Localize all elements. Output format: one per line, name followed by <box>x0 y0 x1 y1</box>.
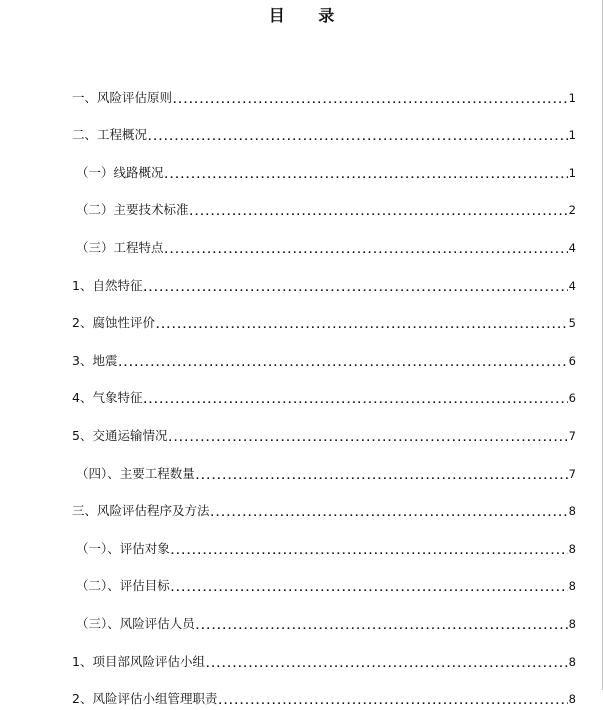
toc-entry[interactable] <box>72 259 576 297</box>
toc-entry[interactable] <box>72 485 576 523</box>
toc-page-number: 4 <box>568 237 576 259</box>
toc-dot-leader <box>211 500 568 522</box>
toc-entry-label: 1、项目部风险评估小组 <box>72 651 206 673</box>
toc-dot-leader <box>218 688 567 710</box>
toc-entry[interactable] <box>72 221 576 259</box>
toc-dot-leader <box>171 538 568 560</box>
toc-entry[interactable] <box>72 447 576 485</box>
toc-dot-leader <box>165 162 568 184</box>
toc-entry-label: （四）、主要工程数量 <box>76 463 196 485</box>
toc-page-number: 7 <box>568 425 576 447</box>
toc-entry[interactable] <box>72 109 576 147</box>
toc-page-number: 8 <box>568 688 576 710</box>
table-of-contents <box>72 71 576 710</box>
toc-dot-leader <box>196 613 568 635</box>
toc-page-number: 5 <box>568 312 576 334</box>
toc-dot-leader <box>148 124 568 146</box>
toc-entry[interactable] <box>72 597 576 635</box>
toc-page-number: 6 <box>568 387 576 409</box>
toc-dot-leader <box>156 312 568 334</box>
document-title: 目 录 <box>0 6 603 26</box>
toc-dot-leader <box>165 237 568 259</box>
toc-entry-label: 1、自然特征 <box>72 275 143 297</box>
toc-entry-label: （二）、评估目标 <box>76 575 171 597</box>
toc-page-number: 8 <box>568 500 576 522</box>
toc-entry-label: 二、工程概况 <box>72 124 148 146</box>
toc-entry-label: 4、气象特征 <box>72 387 143 409</box>
toc-entry[interactable] <box>72 297 576 335</box>
toc-entry[interactable] <box>72 635 576 673</box>
toc-dot-leader <box>168 425 567 447</box>
toc-entry[interactable] <box>72 146 576 184</box>
toc-dot-leader <box>171 575 568 597</box>
toc-entry[interactable] <box>72 409 576 447</box>
toc-page-number: 6 <box>568 350 576 372</box>
toc-dot-leader <box>118 350 567 372</box>
toc-page-number: 7 <box>568 463 576 485</box>
toc-dot-leader <box>196 463 568 485</box>
toc-entry-label: 2、腐蚀性评价 <box>72 312 156 334</box>
toc-entry[interactable] <box>72 372 576 410</box>
toc-page-number: 8 <box>568 538 576 560</box>
toc-dot-leader <box>143 387 567 409</box>
toc-entry-label: （三）工程特点 <box>76 237 165 259</box>
toc-entry[interactable] <box>72 334 576 372</box>
toc-entry[interactable] <box>72 560 576 598</box>
toc-page-number: 4 <box>568 275 576 297</box>
toc-page-number: 1 <box>568 124 576 146</box>
toc-dot-leader <box>143 275 567 297</box>
toc-page-number: 2 <box>568 199 576 221</box>
toc-entry-label: 3、地震 <box>72 350 118 372</box>
toc-entry-label: （二）主要技术标准 <box>76 199 190 221</box>
toc-entry[interactable] <box>72 184 576 222</box>
toc-entry-label: 2、风险评估小组管理职责 <box>72 688 218 710</box>
toc-page-number: 8 <box>568 575 576 597</box>
toc-entry-label: 一、风险评估原则 <box>72 87 173 109</box>
toc-entry[interactable] <box>72 673 576 710</box>
toc-entry[interactable] <box>72 71 576 109</box>
toc-entry-label: 5、交通运输情况 <box>72 425 168 447</box>
toc-entry-label: （一）线路概况 <box>76 162 165 184</box>
toc-entry-label: 三、风险评估程序及方法 <box>72 500 211 522</box>
toc-dot-leader <box>206 651 568 673</box>
toc-page-number: 8 <box>568 651 576 673</box>
toc-page-number: 8 <box>568 613 576 635</box>
toc-page-number: 1 <box>568 162 576 184</box>
toc-dot-leader <box>190 199 568 221</box>
toc-dot-leader <box>173 87 568 109</box>
toc-entry-label: （三）、风险评估人员 <box>76 613 196 635</box>
toc-entry-label: （一）、评估对象 <box>76 538 171 560</box>
toc-entry[interactable] <box>72 522 576 560</box>
toc-page-number: 1 <box>568 87 576 109</box>
